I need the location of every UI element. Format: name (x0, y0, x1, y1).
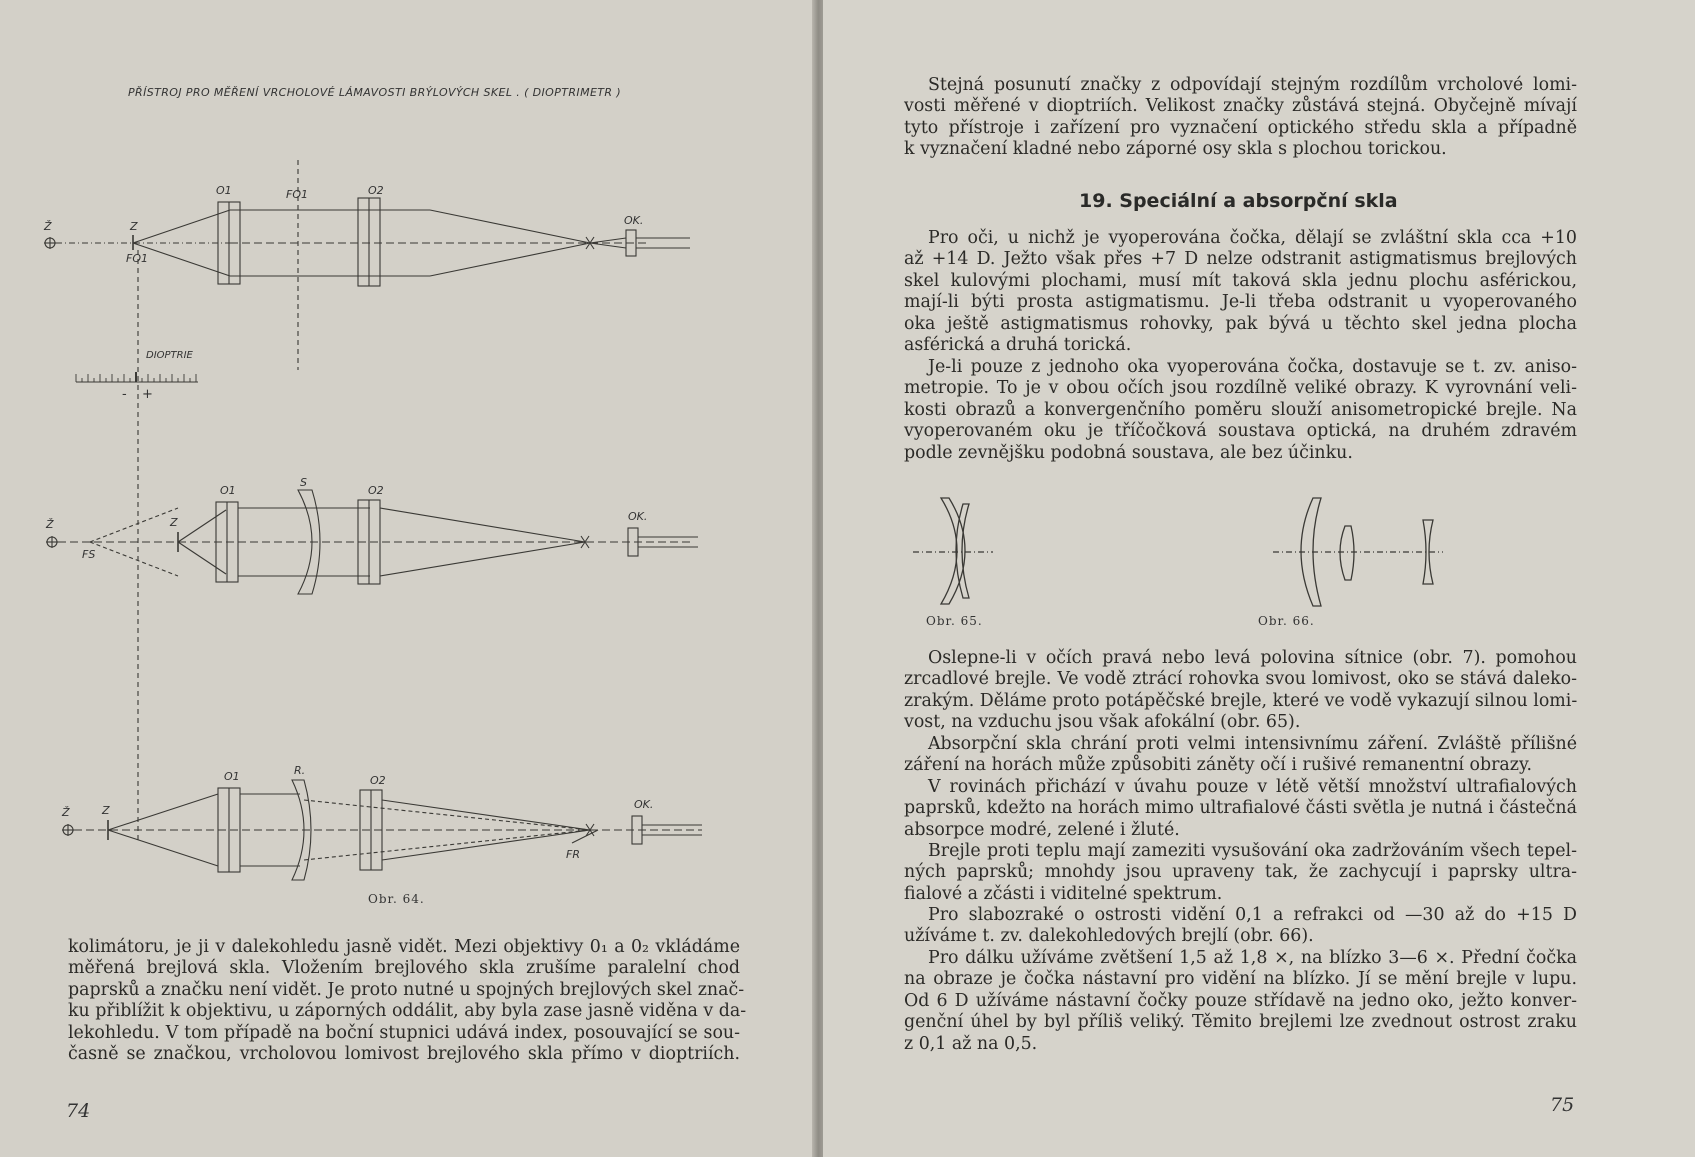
paragraph-5 (904, 777, 1577, 841)
label-ok-top: OK. (624, 214, 644, 227)
figure-65-caption: Obr. 65. (926, 614, 983, 628)
text-line: paprsků a značku není vidět. Je proto nutné u spojných brejlových skel znač- (68, 979, 745, 1000)
text-line: Brejle proti teplu mají zameziti vysušování oka zadržováním všech tepel- (928, 841, 1577, 861)
text-line: mají-li býti prosta astigmatismu. Je-li třeba odstranit u vyoperovaného (904, 292, 1577, 313)
label-fs: FS (82, 548, 96, 561)
label-scale-plus: + (142, 387, 153, 402)
text-line: až +14 D. Ježto však přes +7 D nelze odstranit astigmatismus brejlových (904, 249, 1577, 270)
label-z-top: Z (130, 220, 138, 233)
text-line: Pro slabozraké o ostrosti vidění 0,1 a refrakci od —30 až do +15 D (928, 905, 1577, 925)
label-o2-bot: O2 (370, 774, 386, 787)
label-fo1-upper: FO1 (286, 188, 308, 201)
section-heading: 19. Speciální a absorpční skla (1079, 190, 1398, 212)
text-line: ku přiblížit k objektivu, u záporných oddálit, aby byla zase jasně viděna v da- (68, 1001, 747, 1022)
label-dioptrie: DIOPTRIE (146, 350, 193, 361)
text-line: oka ještě astigmatismus rohovky, pak bývá u těchto skel jedna plocha (904, 313, 1577, 334)
figure-64-caption: Obr. 64. (368, 892, 425, 906)
text-line: zrakým. Děláme proto potápěčské brejle, které ve vodě vykazují silnou lomi- (904, 690, 1578, 711)
label-ok-mid: OK. (628, 510, 648, 523)
text-line: Pro dálku užíváme zvětšení 1,5 až 1,8 ×, na blízko 3—6 ×. Přední čočka (928, 948, 1577, 968)
label-z-dot-top: Ž (44, 220, 52, 233)
paragraph-7 (904, 905, 1577, 948)
label-o1-bot: O1 (224, 770, 240, 783)
left-page (0, 0, 815, 1157)
text-line: V rovinách přichází v úvahu pouze v létě větší množství ultrafialových (928, 777, 1577, 797)
label-o1-mid: O1 (220, 484, 236, 497)
intro-paragraph (904, 75, 1577, 161)
label-o1-top: O1 (216, 184, 232, 197)
label-scale-minus: - (122, 387, 127, 402)
text-line: genční úhel by byl příliš veliký. Těmito brejlemi lze zvednout ostrost zraku (904, 1012, 1577, 1033)
label-z-bot: Z (102, 804, 110, 817)
label-ok-bot: OK. (634, 798, 654, 811)
text-line: Stejná posunutí značky z odpovídají stejným rozdílům vrcholové lomi- (928, 75, 1577, 95)
text-line: zrcadlové brejle. Ve vodě ztrácí rohovka svou lomivost, oko se stává daleko- (904, 669, 1577, 690)
figure-66-caption: Obr. 66. (1258, 614, 1315, 628)
paragraph-3 (904, 648, 1577, 734)
text-line: lekohledu. V tom případě na boční stupnici udává index, posouvající se sou- (68, 1022, 740, 1043)
page-number-left: 74 (66, 1100, 91, 1122)
text-line: vosti měřené v dioptriích. Velikost značky zůstává stejná. Obyčejně mívají (904, 96, 1577, 117)
paragraph-2 (904, 357, 1577, 464)
page-header: PŘÍSTROJ PRO MĚŘENÍ VRCHOLOVÉ LÁMAVOSTI BRÝLOVÝCH SKEL . ( DIOPTRIMETR ) (128, 86, 622, 99)
label-z-mid: Z (170, 516, 178, 529)
text-line: k vyznačení kladné nebo záporné osy skla s plochou torickou. (904, 139, 1447, 160)
label-z-dot-mid: Ž (46, 518, 54, 531)
figures-65-66 (913, 490, 1473, 610)
page-number-right: 75 (1550, 1094, 1575, 1116)
text-line: vyoperovaném oku je tříčočková soustava optická, na druhém zdravém (904, 421, 1577, 442)
text-line: kosti obrazů a konvergenčního poměru slouží anisometropické brejle. Na (904, 399, 1577, 420)
left-body-text (68, 937, 747, 1065)
paragraph-8 (904, 948, 1577, 1055)
paragraph-1 (904, 228, 1577, 356)
text-line: asférická a druhá torická. (904, 335, 1132, 356)
text-line: Od 6 D užíváme nástavní čočky pouze střídavě na jedno oko, ježto konver- (904, 990, 1577, 1011)
text-line: paprsků, kdežto na horách mimo ultrafialové části světla je nutná i částečná (904, 798, 1577, 819)
label-r: R. (294, 764, 306, 777)
paragraph-6 (904, 841, 1577, 905)
label-fr: FR (566, 848, 580, 861)
text-line: časně se značkou, vrcholovou lomivost brejlového skla přímo v dioptriích. (68, 1044, 740, 1065)
text-line: na obraze je čočka nástavní pro vidění na blízko. Jí se mění brejle v lupu. (904, 969, 1577, 990)
text-line: metropie. To je v obou očích jsou rozdílně veliké obrazy. K vyrovnání veli- (904, 378, 1577, 399)
right-page (823, 0, 1695, 1157)
text-line: tyto přístroje i zařízení pro vyznačení optického středu skla a případně (904, 117, 1577, 138)
text-line: záření na horách může způsobiti záněty očí i rušivé remanentní obrazy. (904, 755, 1532, 776)
text-line: z 0,1 až na 0,5. (904, 1033, 1038, 1054)
text-line: Je-li pouze z jednoho oka vyoperována čočka, dostavuje se t. zv. aniso- (928, 357, 1577, 377)
text-line: Oslepne-li v očích pravá nebo levá polovina sítnice (obr. 7). pomohou (928, 648, 1577, 668)
text-line: ných paprsků; mnohdy jsou upraveny tak, že zachycují i paprsky ultra- (904, 862, 1577, 883)
dioptrimeter-diagram (30, 150, 770, 910)
text-line: fialové a zčásti i viditelné spektrum. (904, 883, 1223, 904)
label-z-dot-bot: Ž (62, 806, 70, 819)
text-line: skel kulovými plochami, musí mít taková skla jednu plochu asférickou, (904, 270, 1577, 291)
paragraph-4 (904, 734, 1577, 777)
text-line: kolimátoru, je ji v dalekohledu jasně vidět. Mezi objektivy 0₁ a 0₂ vkládáme (68, 937, 740, 957)
label-o2-top: O2 (368, 184, 384, 197)
text-line: absorpce modré, zelené i žluté. (904, 819, 1180, 840)
text-line: podle zevnějšku podobná soustava, ale bez účinku. (904, 442, 1353, 463)
text-line: Pro oči, u nichž je vyoperována čočka, dělají se zvláštní skla cca +10 (928, 228, 1577, 248)
text-line: Absorpční skla chrání proti velmi intensivnímu záření. Zvláště přílišné (928, 734, 1577, 754)
text-line: užíváme t. zv. dalekohledových brejlí (obr. 66). (904, 926, 1314, 947)
label-o2-mid: O2 (368, 484, 384, 497)
label-fo1-lower: FO1 (126, 252, 148, 265)
text-line: měřená brejlová skla. Vložením brejlového skla zrušíme paralelní chod (68, 958, 740, 979)
text-line: vost, na vzduchu jsou však afokální (obr. 65). (904, 712, 1301, 733)
label-s: S (300, 476, 307, 489)
